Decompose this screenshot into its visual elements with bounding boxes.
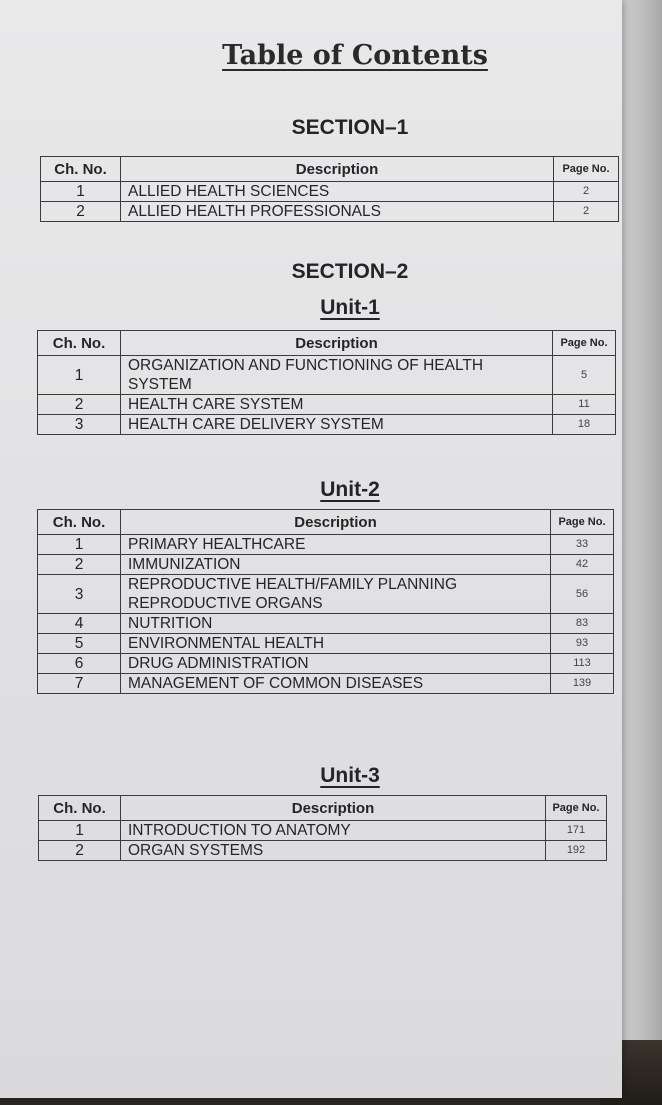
next-page-edge xyxy=(618,0,662,1105)
chapter-description: HEALTH CARE SYSTEM xyxy=(121,395,553,415)
unit-3-heading: Unit-3 xyxy=(320,764,380,787)
page-number: 2 xyxy=(554,182,619,202)
chapter-description: ALLIED HEALTH SCIENCES xyxy=(121,182,554,202)
chapter-description: ALLIED HEALTH PROFESSIONALS xyxy=(121,202,554,222)
table-header-row xyxy=(38,331,616,356)
table-row xyxy=(41,202,619,222)
table-row xyxy=(38,356,616,395)
page-number: 83 xyxy=(551,614,614,634)
chapter-description: INTRODUCTION TO ANATOMY xyxy=(121,821,546,841)
chapter-description: IMMUNIZATION xyxy=(121,555,551,575)
chapter-number: 6 xyxy=(38,654,121,674)
header-description: Description xyxy=(121,331,553,356)
table-row xyxy=(39,821,607,841)
table-header-row xyxy=(41,157,619,182)
chapter-number: 3 xyxy=(38,415,121,435)
chapter-number: 1 xyxy=(38,535,121,555)
chapter-number: 1 xyxy=(38,356,121,395)
table-row xyxy=(38,535,614,555)
section-2-heading: SECTION–2 xyxy=(291,260,409,283)
chapter-description: ENVIRONMENTAL HEALTH xyxy=(121,634,551,654)
page-title: Table of Contents xyxy=(222,40,488,71)
chapter-description: HEALTH CARE DELIVERY SYSTEM xyxy=(121,415,553,435)
table-row xyxy=(39,841,607,861)
table-row xyxy=(38,395,616,415)
chapter-number: 7 xyxy=(38,674,121,694)
header-page-no: Page No. xyxy=(551,510,614,535)
table-row xyxy=(38,614,614,634)
page-number: 11 xyxy=(553,395,616,415)
chapter-description: NUTRITION xyxy=(121,614,551,634)
chapter-description: ORGAN SYSTEMS xyxy=(121,841,546,861)
chapter-number: 4 xyxy=(38,614,121,634)
unit-2-table xyxy=(37,509,614,694)
chapter-number: 2 xyxy=(38,395,121,415)
table-row xyxy=(38,555,614,575)
table-header-row xyxy=(38,510,614,535)
header-description: Description xyxy=(121,510,551,535)
chapter-number: 2 xyxy=(41,202,121,222)
unit-2-heading: Unit-2 xyxy=(320,478,380,501)
chapter-description: ORGANIZATION AND FUNCTIONING OF HEALTH SYSTEM xyxy=(121,356,553,395)
table-row xyxy=(41,182,619,202)
page-number: 42 xyxy=(551,555,614,575)
header-page-no: Page No. xyxy=(553,331,616,356)
table-row xyxy=(38,634,614,654)
chapter-number: 1 xyxy=(39,821,121,841)
page-number: 56 xyxy=(551,575,614,614)
header-description: Description xyxy=(121,796,546,821)
section-1-table xyxy=(40,156,619,222)
unit-1-table xyxy=(37,330,616,435)
header-ch-no: Ch. No. xyxy=(38,331,121,356)
page-number: 18 xyxy=(553,415,616,435)
page-number: 33 xyxy=(551,535,614,555)
page-number: 2 xyxy=(554,202,619,222)
unit-3-table xyxy=(38,795,607,861)
header-ch-no: Ch. No. xyxy=(41,157,121,182)
chapter-description: REPRODUCTIVE HEALTH/FAMILY PLANNING REPRODUCTIVE ORGANS xyxy=(121,575,551,614)
header-page-no: Page No. xyxy=(546,796,607,821)
section-1-heading: SECTION–1 xyxy=(291,116,409,139)
chapter-description: DRUG ADMINISTRATION xyxy=(121,654,551,674)
chapter-number: 3 xyxy=(38,575,121,614)
header-page-no: Page No. xyxy=(554,157,619,182)
header-description: Description xyxy=(121,157,554,182)
page-number: 5 xyxy=(553,356,616,395)
table-row xyxy=(38,674,614,694)
page-number: 139 xyxy=(551,674,614,694)
chapter-description: PRIMARY HEALTHCARE xyxy=(121,535,551,555)
unit-1-heading: Unit-1 xyxy=(320,296,380,319)
chapter-number: 2 xyxy=(39,841,121,861)
table-row xyxy=(38,575,614,614)
header-ch-no: Ch. No. xyxy=(38,510,121,535)
chapter-description: MANAGEMENT OF COMMON DISEASES xyxy=(121,674,551,694)
chapter-number: 1 xyxy=(41,182,121,202)
page-number: 93 xyxy=(551,634,614,654)
table-row xyxy=(38,415,616,435)
page-number: 113 xyxy=(551,654,614,674)
chapter-number: 2 xyxy=(38,555,121,575)
header-ch-no: Ch. No. xyxy=(39,796,121,821)
table-row xyxy=(38,654,614,674)
page-number: 192 xyxy=(546,841,607,861)
chapter-number: 5 xyxy=(38,634,121,654)
page-number: 171 xyxy=(546,821,607,841)
table-header-row xyxy=(39,796,607,821)
